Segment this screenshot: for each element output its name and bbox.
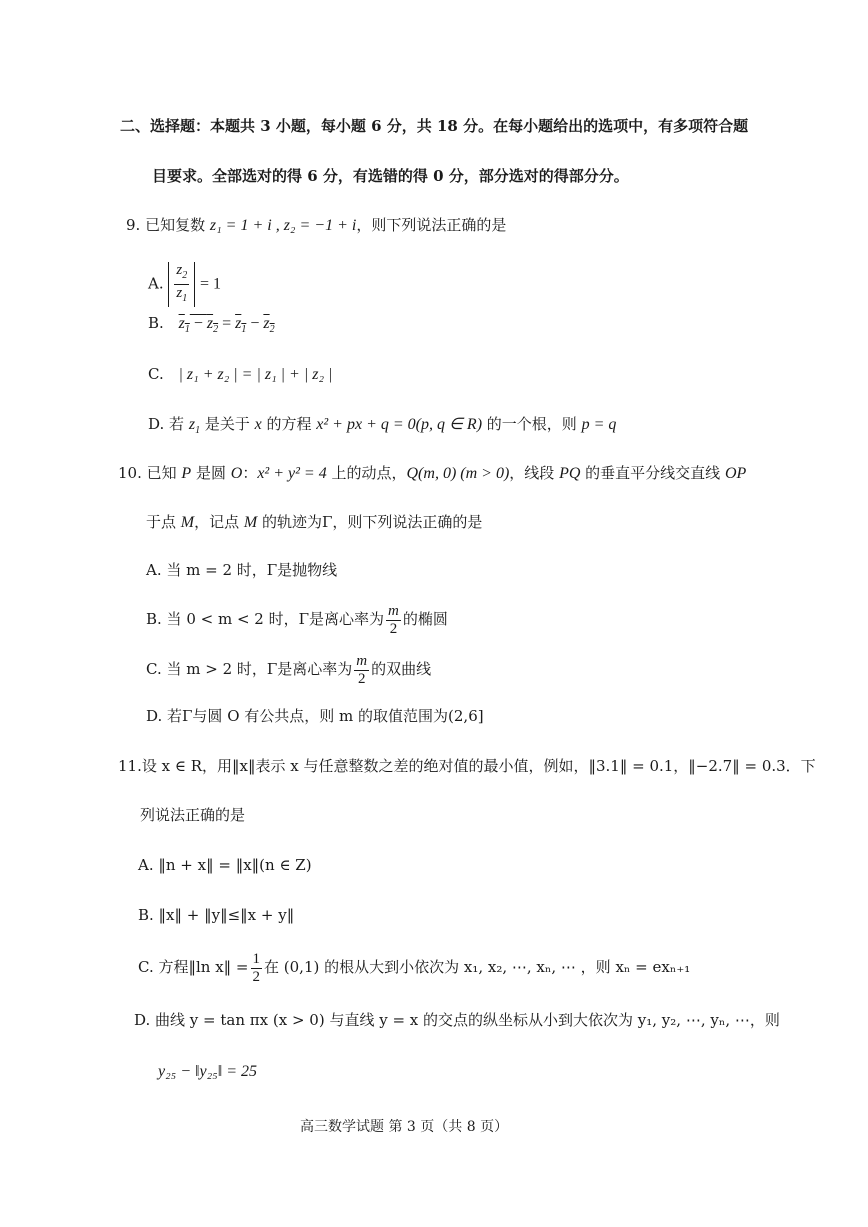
q10-c-fraction (354, 653, 369, 688)
q9-d-text1: 若 (169, 415, 189, 433)
q11-option-a: A. ‖n + x‖ = ‖x‖(n ∈ Z) (138, 856, 312, 874)
q9-option-c-math: | z₁ + z₂ | = | z₁ | + | z₂ | (178, 366, 333, 383)
q10-O: O (230, 465, 243, 482)
q10-l1-e: ，线段 (509, 464, 560, 482)
q10-l1-f: 的垂直平分线交直线 (580, 464, 725, 482)
q9-option-b (148, 313, 275, 340)
q10-Q: Q(m, 0) (m > 0) (406, 465, 510, 482)
q10-option-b (146, 600, 448, 638)
q9-option-d (148, 414, 616, 441)
q10-l2-a: 于点 (146, 513, 181, 531)
q10-c-text-a: C. 当 m > 2 时，Γ是离心率为 (146, 660, 353, 678)
q10-l1-c: ： (242, 464, 258, 482)
frac-numerator: m (356, 652, 368, 669)
frac-numerator: $z_2$ (174, 262, 189, 285)
q11-stem-line2: 列说法正确的是 (140, 806, 246, 824)
q11-number: 11. (118, 757, 142, 775)
q9-stem-math: z₁ = 1 + i , z₂ = −1 + i (209, 217, 357, 234)
q9-d-result: p = q (581, 416, 617, 433)
q10-stem-line2 (146, 512, 482, 533)
q11-option-b: B. ‖x‖ + ‖y‖≤‖x + y‖ (138, 906, 295, 924)
q9-d-x: x (254, 416, 262, 433)
q11-c-text-b: 在 (0,1) 的根从大到小依次为 x₁, x₂, ⋯, xₙ, ⋯ ，则 xₙ = exₙ₊₁ (264, 958, 691, 976)
q10-b-fraction (386, 603, 401, 638)
q11-option-d-line2: y₂₅ − ‖y₂₅‖ = 25 (158, 1063, 258, 1080)
q10-M1: M (180, 514, 195, 531)
q11-c-fraction (251, 951, 263, 986)
q9-option-a-abs (168, 262, 195, 307)
q9-stem (126, 215, 506, 236)
q10-l1-a: 已知 (146, 464, 182, 482)
q9-option-a (148, 262, 221, 307)
q10-OP: OP (724, 465, 747, 482)
q9-option-a-fraction (174, 262, 189, 307)
q10-M2: M (243, 514, 258, 531)
q11-c-text-a: C. 方程‖ln x‖ = (138, 958, 249, 976)
frac-numerator: m (388, 602, 399, 619)
q10-option-d: D. 若Γ与圆 O 有公共点，则 m 的取值范围为(2,6] (146, 707, 484, 725)
q10-option-a: A. 当 m = 2 时，Γ是抛物线 (146, 561, 338, 579)
q9-option-d-label: D. (148, 415, 165, 433)
frac-denominator: 2 (357, 670, 366, 687)
section-heading-line1: 二、选择题：本题共 3 小题，每小题 6 分，共 18 分。在每小题给出的选项中，有多项符合题 (120, 117, 749, 135)
q9-option-b-label: B. (148, 314, 164, 332)
q11-option-d-line1: D. 曲线 y = tan πx (x > 0) 与直线 y = x 的交点的纵坐标从小到大依次为 y₁, y₂, ⋯, yₙ, ⋯，则 (134, 1011, 780, 1029)
frac-denominator: $z_1$ (176, 285, 188, 304)
q10-number: 10. (118, 464, 142, 482)
q9-stem-text-a: 已知复数 (145, 216, 210, 234)
q10-P: P (181, 465, 192, 482)
q9-option-c (148, 364, 332, 385)
q11-stem-line1 (118, 756, 816, 776)
q10-l2-c: 的轨迹为Γ，则下列说法正确的是 (257, 513, 483, 531)
q9-d-text3: 的方程 (261, 415, 317, 433)
q10-c-text-b: 的双曲线 (371, 660, 432, 678)
q11-option-c (138, 948, 690, 986)
q9-d-z1: $z_1$ (188, 416, 201, 436)
q10-l2-b: ，记点 (194, 513, 244, 531)
frac-denominator: 2 (252, 968, 261, 985)
q9-number: 9. (126, 216, 141, 234)
q9-option-a-eq: = 1 (200, 275, 222, 293)
q10-b-text-a: B. 当 0 < m < 2 时，Γ是离心率为 (146, 610, 385, 628)
q11-l1-text: 设 x ∈ R，用‖x‖表示 x 与任意整数之差的绝对值的最小值，例如，‖3.1‖ = 0.1，‖−2.7‖ = 0.3．下 (141, 757, 816, 775)
page-footer: 高三数学试题 第 3 页（共 8 页） (300, 1119, 509, 1135)
q9-option-c-label: C. (148, 365, 164, 383)
q9-d-text2: 是关于 (200, 415, 255, 433)
section-heading-line2: 目要求。全部选对的得 6 分，有选错的得 0 分，部分选对的得部分分。 (152, 167, 629, 185)
q10-b-text-b: 的椭圆 (402, 610, 448, 628)
q9-d-equation: x² + px + q = 0(p, q ∈ R) (316, 416, 483, 433)
q10-l1-d: 上的动点， (326, 464, 407, 482)
q9-option-b-math: $z_1 - z_2 = z_1 - z_2$ (178, 315, 275, 335)
q9-d-text4: 的一个根，则 (482, 415, 582, 433)
q10-l1-b: 是圆 (191, 464, 231, 482)
q9-option-a-label: A. (148, 274, 164, 293)
frac-denominator: 2 (389, 620, 398, 637)
q9-stem-text-b: ，则下列说法正确的是 (356, 216, 507, 234)
frac-numerator: 1 (252, 950, 261, 967)
q10-option-c (146, 650, 431, 688)
q10-circle-eq: x² + y² = 4 (257, 465, 327, 482)
q10-PQ: PQ (559, 465, 581, 482)
q10-stem-line1 (118, 463, 746, 484)
